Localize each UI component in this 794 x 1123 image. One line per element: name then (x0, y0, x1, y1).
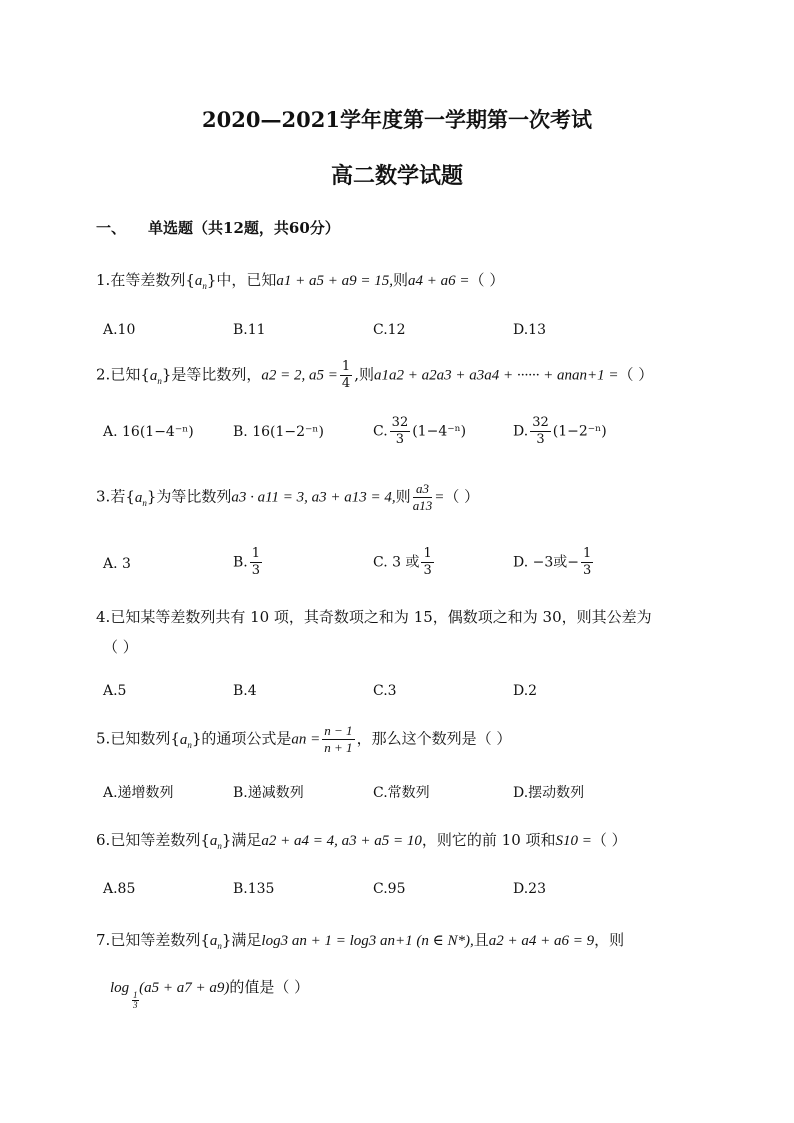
fraction: $\frac{n - 1}{n + 1}$ (324, 723, 353, 755)
question-text: ，则 (594, 931, 625, 949)
option-d: D.2 (513, 683, 538, 699)
answer-blank: （ ） (591, 831, 627, 849)
option-d: D. −3或− $\frac{1}{3}$ (513, 546, 592, 578)
ask-expr: a4 + a6 = (408, 273, 470, 289)
question-number: 5. (96, 729, 111, 748)
option-b: B. 16(1−2⁻ⁿ) (233, 424, 324, 440)
section-number: 一、 (96, 219, 127, 237)
option-c: C.3 (373, 683, 397, 699)
question-number: 6. (96, 831, 111, 849)
option-a: A.递增数列 (103, 785, 174, 801)
option-c: C.常数列 (373, 785, 430, 801)
exam-title: 2020—2021学年度第一学期第一次考试 (202, 107, 592, 132)
log-argument: (a5 + a7 + a9) (139, 980, 230, 996)
option-a: A.85 (103, 881, 136, 897)
question-3: 3.若$\{a_n\}$为等比数列a3 · a11 = 3, a3 + a13 = 4,则 $\frac{a3}{a13}$ =（ ） (96, 481, 480, 513)
option-a: A.5 (103, 683, 127, 699)
answer-blank: （ ） (444, 487, 480, 506)
section-header (96, 217, 340, 238)
fraction: $\frac{1}{4}$ (341, 359, 351, 391)
question-text: }中，已知 (206, 271, 277, 289)
log-base-third: log 1 3 (110, 980, 138, 1010)
question-6: 6.已知等差数列$\{a_n\}$满足a2 + a4 = 4, a3 + a5 = 10，则它的前 10 项和S10 =（ ） (96, 831, 627, 851)
question-text: }的通项公式是 (191, 729, 292, 748)
option-c: C. $\frac{32}{3}$ (1−4⁻ⁿ) (373, 415, 467, 447)
question-text: }是等比数列， (161, 365, 262, 384)
question-text: ，则它的前 10 项和 (421, 831, 556, 849)
option-c: C.12 (373, 322, 406, 338)
question-text: }满足 (221, 831, 262, 849)
condition-expr: log3 an + 1 = log3 an+1 (n ∈ N*), (261, 933, 474, 949)
question-number: 4. (96, 608, 111, 626)
option-d: D.23 (513, 881, 546, 897)
exam-subtitle: 高二数学试题 (330, 163, 463, 189)
condition-expr: an = (291, 731, 321, 748)
answer-blank: （ ） (618, 365, 654, 384)
section-label: 单选题（共12题，共60分） (148, 219, 340, 237)
question-text: 且 (473, 931, 489, 949)
option-d: D. $\frac{32}{3}$ (1−2⁻ⁿ) (513, 415, 607, 447)
question-number: 2. (96, 365, 111, 384)
option-b: B.递减数列 (233, 785, 304, 801)
option-b: B.135 (233, 881, 275, 897)
fraction: $\frac{a3}{a13}$ (412, 481, 433, 513)
question-7: 7.已知等差数列$\{a_n\}$满足log3 an + 1 = log3 an+1 (n ∈ N*),且a2 + a4 + a6 = 9，则 (96, 931, 625, 951)
option-b: B.11 (233, 322, 266, 338)
question-text: 已知某等差数列共有 10 项，其奇数项之和为 15，偶数项之和为 30，则其公差为 (110, 608, 652, 626)
question-number: 3. (96, 487, 111, 506)
question-text: 已知{ (110, 365, 150, 384)
question-text: 则 (395, 487, 411, 506)
condition-expr: a3 · a11 = 3, a3 + a13 = 4, (231, 489, 396, 506)
ask-expr: S10 = (555, 833, 592, 849)
option-c: C. 3 或 $\frac{1}{3}$ (373, 546, 432, 578)
question-number: 1. (96, 271, 111, 289)
question-number: 7. (96, 931, 111, 949)
question-text: 已知等差数列{ (110, 931, 210, 949)
question-text: ,则 (354, 365, 374, 384)
question-text: 在等差数列{ (110, 271, 195, 289)
condition-expr: a2 + a4 + a6 = 9 (488, 933, 595, 949)
option-a: A. 16(1−4⁻ⁿ) (103, 424, 194, 440)
option-a: A. 3 (103, 556, 131, 572)
option-d: D.13 (513, 322, 546, 338)
question-7-line-2 (110, 976, 310, 1010)
question-2: 2.已知$\{a_n\}$是等比数列，a2 = 2, a5 = $\frac{1}{4}$ ,则a1a2 + a2a3 + a3a4 + ······ + anan+1 =（ ） (96, 359, 654, 391)
ask-expr: a1a2 + a2a3 + a3a4 + ······ + anan+1 = (373, 367, 619, 384)
option-b: B.4 (233, 683, 257, 699)
question-1: 1.在等差数列$\{a_n\}$中，已知a1 + a5 + a9 = 15,则a4 + a6 =（ ） (96, 271, 505, 291)
condition-expr: a1 + a5 + a9 = 15, (276, 273, 394, 289)
question-text: ，那么这个数列是（ ） (356, 729, 512, 748)
answer-blank: （ ） (103, 638, 138, 656)
option-d: D.摆动数列 (513, 785, 585, 801)
option-c: C.95 (373, 881, 406, 897)
option-a: A.10 (103, 322, 136, 338)
ask-expr: = (434, 489, 445, 506)
answer-blank: （ ） (469, 271, 505, 289)
question-text: 则 (393, 271, 409, 289)
option-b: B. $\frac{1}{3}$ (233, 546, 261, 578)
question-text: 已知数列{ (110, 729, 180, 748)
question-text: 若{ (110, 487, 135, 506)
question-text: }满足 (221, 931, 262, 949)
question-text: 已知等差数列{ (110, 831, 210, 849)
question-text: 的值是（ ） (229, 978, 310, 996)
question-text: }为等比数列 (146, 487, 232, 506)
question-5: 5.已知数列$\{a_n\}$的通项公式是an = $\frac{n - 1}{n + 1}$ ，那么这个数列是（ ） (96, 723, 512, 755)
condition-expr: a2 + a4 = 4, a3 + a5 = 10 (261, 833, 422, 849)
question-4 (96, 606, 652, 627)
condition-expr: a2 = 2, a5 = (261, 367, 338, 384)
